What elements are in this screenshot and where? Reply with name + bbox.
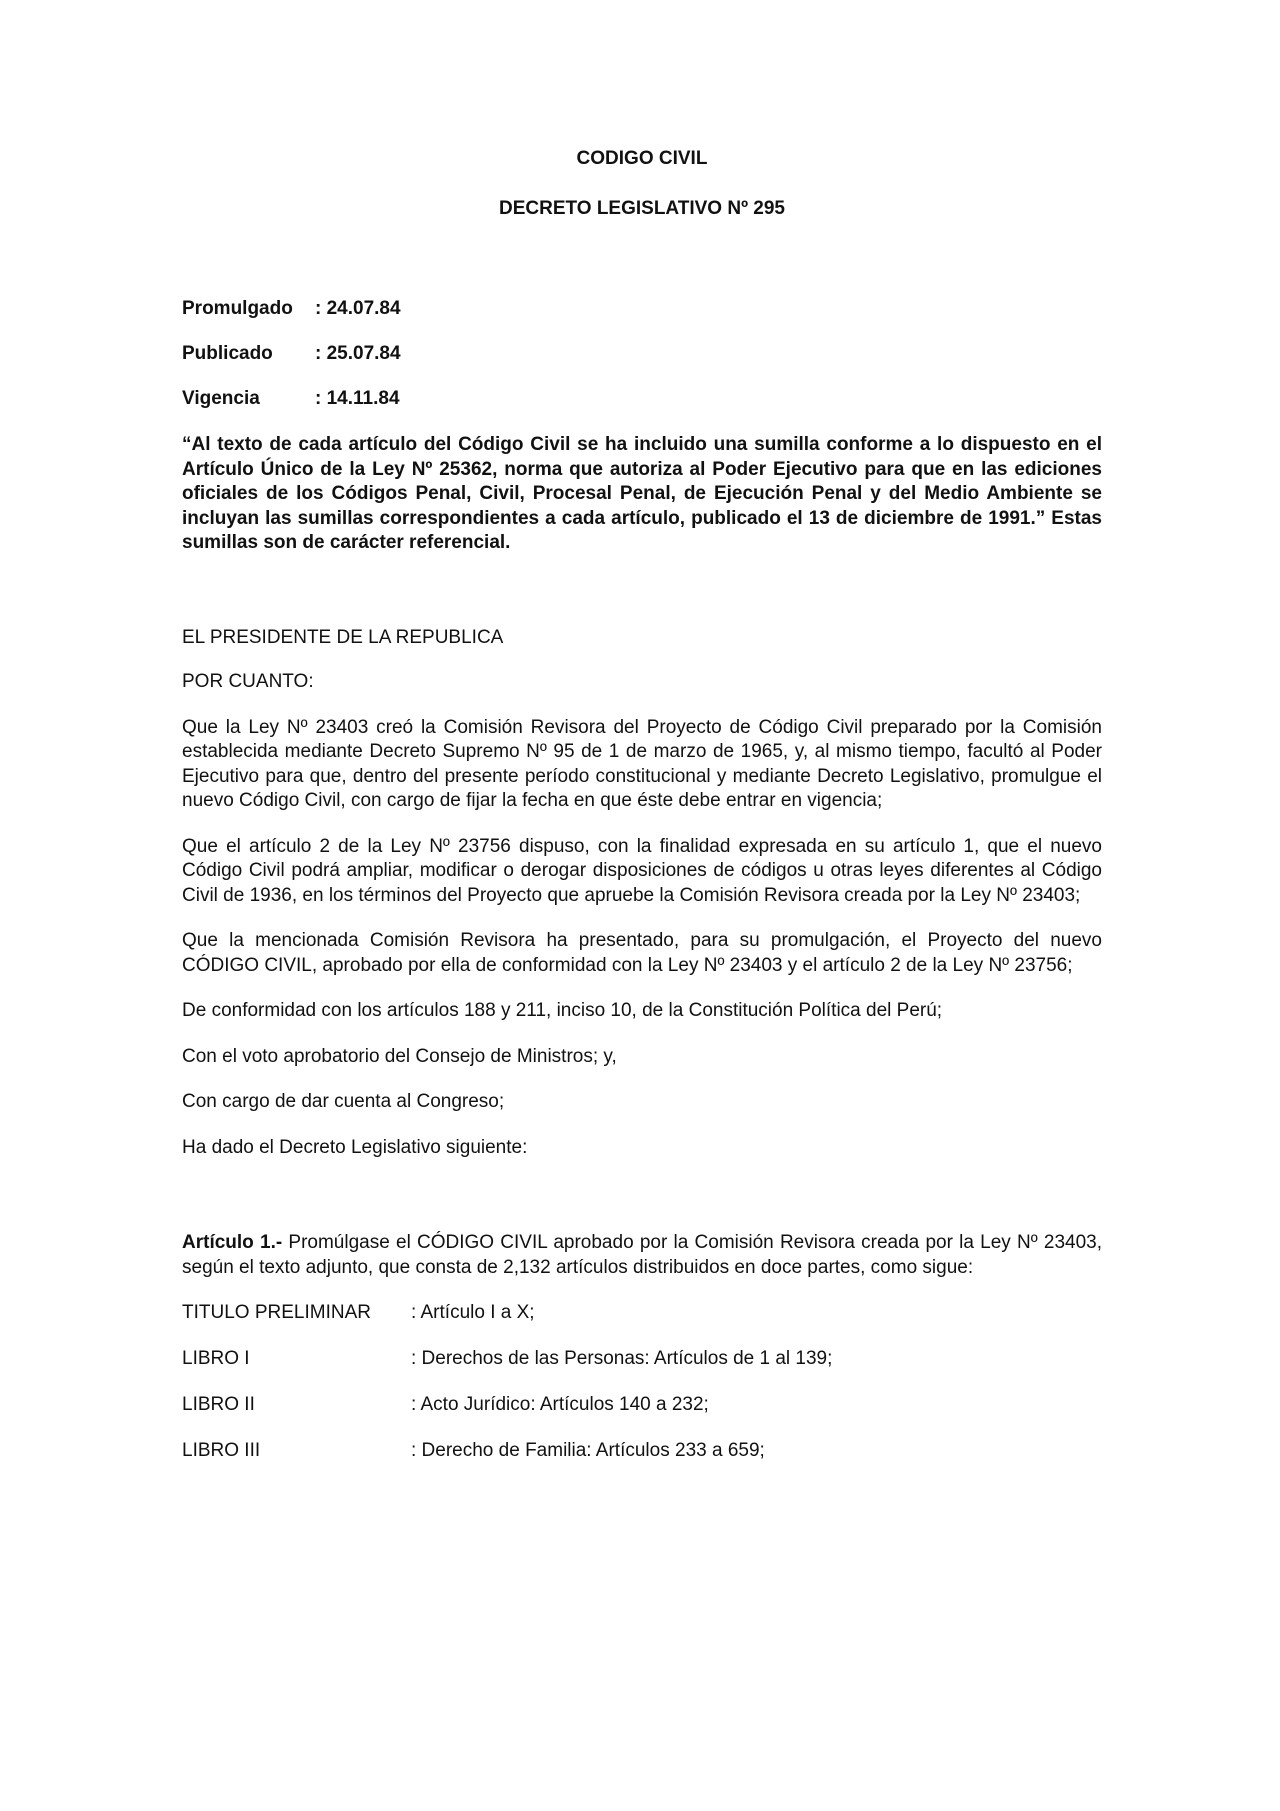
meta-label: Publicado — [182, 343, 273, 364]
book-name: LIBRO I — [182, 1348, 250, 1369]
meta-row-publicado — [182, 343, 1102, 388]
meta-row-promulgado — [182, 298, 1102, 343]
document-content — [182, 148, 1102, 1486]
dates-block — [182, 298, 1102, 433]
meta-value: : 14.11.84 — [315, 388, 400, 409]
document-title: CODIGO CIVIL — [576, 148, 708, 169]
book-name: LIBRO II — [182, 1394, 255, 1415]
article-1-label: Artículo 1.- — [182, 1232, 283, 1253]
article-1 — [182, 1231, 1102, 1280]
meta-label: Vigencia — [182, 388, 260, 409]
book-desc: : Acto Jurídico: Artículos 140 a 232; — [411, 1394, 709, 1415]
paragraph: Que el artículo 2 de la Ley Nº 23756 dispuso, con la finalidad expresada en su artículo 1, que el nuevo Código Civil podrá ampliar, modificar o derogar disposiciones de códigos u otras leyes diferentes al Código Civil de 1936, en los términos del Proyecto que apruebe la Comisión Revisora creada por la Ley Nº 23403; — [182, 835, 1102, 906]
intro-note: “Al texto de cada artículo del Código Civil se ha incluido una sumilla conforme a lo dispuesto en el Artículo Único de la Ley Nº 25362, norma que autoriza al Poder Ejecutivo para que en las ediciones oficiales de los Códigos Penal, Civil, Procesal Penal, de Ejecución Penal y del Medio Ambiente se incluyan las sumillas correspondientes a cada artículo, publicado el 13 de diciembre de 1991.” Estas sumillas son de carácter referencial. — [182, 434, 1102, 553]
book-desc: : Artículo I a X; — [411, 1302, 535, 1323]
book-desc: : Derecho de Familia: Artículos 233 a 659; — [411, 1440, 765, 1461]
document-subtitle: DECRETO LEGISLATIVO Nº 295 — [498, 198, 785, 219]
por-cuanto: POR CUANTO: — [182, 671, 314, 692]
meta-value: : 25.07.84 — [315, 343, 401, 364]
meta-value: : 24.07.84 — [315, 298, 401, 319]
list-item — [182, 1394, 1102, 1440]
paragraph: De conformidad con los artículos 188 y 211, inciso 10, de la Constitución Política del Perú; — [182, 1000, 943, 1021]
paragraph: Que la mencionada Comisión Revisora ha presentado, para su promulgación, el Proyecto del nuevo CÓDIGO CIVIL, aprobado por ella de conformidad con la Ley Nº 23403 y el artículo 2 de la Ley Nº 23756; — [182, 930, 1102, 976]
book-name: LIBRO III — [182, 1440, 261, 1461]
list-item — [182, 1440, 1102, 1486]
paragraph: Con cargo de dar cuenta al Congreso; — [182, 1091, 505, 1112]
paragraph: Que la Ley Nº 23403 creó la Comisión Revisora del Proyecto de Código Civil preparado por la Comisión establecida mediante Decreto Supremo Nº 95 de 1 de marzo de 1965, y, al mismo tiempo, facultó al Poder Ejecutivo para que, dentro del presente período constitucional y mediante Decreto Legislativo, promulgue el nuevo Código Civil, con cargo de fijar la fecha en que éste debe entrar en vigencia; — [182, 716, 1102, 811]
book-desc: : Derechos de las Personas: Artículos de 1 al 139; — [411, 1348, 833, 1369]
paragraph: Con el voto aprobatorio del Consejo de Ministros; y, — [182, 1045, 617, 1067]
meta-label: Promulgado — [182, 298, 293, 319]
article-1-text: Promúlgase el CÓDIGO CIVIL aprobado por la Comisión Revisora creada por la Ley Nº 23403, según el texto adjunto, que consta de 2,132 artículos distribuidos en doce partes, como sigue: — [182, 1232, 1103, 1278]
paragraph: Ha dado el Decreto Legislativo siguiente: — [182, 1136, 528, 1158]
book-name: TITULO PRELIMINAR — [182, 1302, 371, 1323]
preamble — [182, 626, 1102, 1161]
books-list — [182, 1302, 1102, 1486]
president-heading: EL PRESIDENTE DE LA REPUBLICA — [182, 626, 504, 648]
list-item — [182, 1302, 1102, 1348]
list-item — [182, 1348, 1102, 1394]
meta-row-vigencia — [182, 388, 1102, 433]
